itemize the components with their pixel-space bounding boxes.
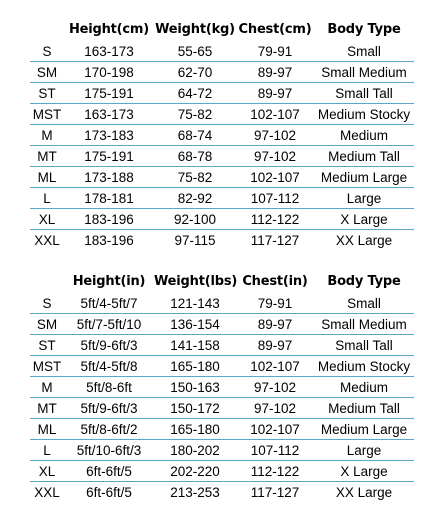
size-code-cell: L — [30, 188, 64, 209]
chest-cell: 97-102 — [236, 377, 314, 398]
weight-cell: 82-92 — [154, 188, 236, 209]
body-type-cell: Small — [314, 41, 414, 62]
table-row — [30, 335, 414, 356]
height-cell: 163-173 — [64, 41, 154, 62]
body-type-cell: Medium Large — [314, 419, 414, 440]
table-row — [30, 419, 414, 440]
height-cell: 6ft-6ft/5 — [86, 484, 132, 500]
table-row — [30, 293, 414, 314]
weight-cell: 97-115 — [174, 232, 216, 248]
body-type-cell: Small — [314, 293, 414, 314]
height-cell: 175-191 — [64, 83, 154, 104]
header-row — [30, 18, 414, 41]
body-type-cell: Large — [314, 188, 414, 209]
chest-column-header: Chest(cm) — [238, 22, 312, 37]
size-code-cell: XL — [30, 461, 64, 482]
body-type-cell: Medium — [314, 377, 414, 398]
table-row — [30, 62, 414, 83]
size-code-cell: SM — [30, 314, 64, 335]
chest-cell: 117-127 — [250, 232, 300, 248]
height-cell: 175-191 — [64, 146, 154, 167]
table-row — [30, 167, 414, 188]
table-row — [30, 83, 414, 104]
table-row — [30, 41, 414, 62]
height-cell: 183-196 — [84, 232, 134, 248]
height-cell: 183-196 — [64, 209, 154, 230]
body-type-column-header: Body Type — [327, 274, 401, 289]
chest-cell: 89-97 — [236, 83, 314, 104]
chest-cell: 97-102 — [236, 125, 314, 146]
weight-cell: 213-253 — [170, 484, 220, 500]
table-row — [30, 356, 414, 377]
height-column-header: Height(cm) — [68, 22, 150, 37]
weight-cell: 141-158 — [154, 335, 236, 356]
body-type-cell: Medium Tall — [314, 398, 414, 419]
weight-cell: 180-202 — [154, 440, 236, 461]
body-type-cell: Medium — [314, 125, 414, 146]
height-cell: 163-173 — [64, 104, 154, 125]
chest-cell: 97-102 — [236, 398, 314, 419]
size-code-cell: ML — [30, 167, 64, 188]
height-cell: 5ft/8-6ft — [64, 377, 154, 398]
size-column-header — [30, 270, 64, 293]
chest-cell: 112-122 — [236, 209, 314, 230]
weight-cell: 75-82 — [154, 104, 236, 125]
height-cell: 173-183 — [64, 125, 154, 146]
chest-cell: 102-107 — [236, 104, 314, 125]
weight-cell: 64-72 — [154, 83, 236, 104]
chest-cell: 79-91 — [236, 293, 314, 314]
size-code-cell: L — [30, 440, 64, 461]
weight-cell: 165-180 — [154, 356, 236, 377]
size-code-cell: MST — [30, 104, 64, 125]
body-type-cell: XX Large — [335, 232, 393, 248]
height-cell: 6ft-6ft/5 — [64, 461, 154, 482]
chest-cell: 107-112 — [236, 440, 314, 461]
table-row — [30, 146, 414, 167]
weight-cell: 75-82 — [154, 167, 236, 188]
size-code-cell: SM — [30, 62, 64, 83]
table-row — [30, 125, 414, 146]
table-row — [30, 377, 414, 398]
imperial-size-table — [30, 270, 414, 502]
chest-cell: 89-97 — [236, 62, 314, 83]
weight-cell: 202-220 — [154, 461, 236, 482]
body-type-cell: Medium Stocky — [314, 104, 414, 125]
height-cell: 170-198 — [64, 62, 154, 83]
size-code-cell: ST — [30, 83, 64, 104]
weight-cell: 68-74 — [154, 125, 236, 146]
height-column-header: Height(in) — [72, 274, 146, 289]
table-row — [30, 314, 414, 335]
height-cell: 5ft/9-6ft/3 — [64, 398, 154, 419]
weight-cell: 55-65 — [154, 41, 236, 62]
size-code-cell: M — [30, 125, 64, 146]
table-row — [30, 398, 414, 419]
body-type-cell: Medium Large — [314, 167, 414, 188]
body-type-cell: Small Tall — [314, 335, 414, 356]
height-cell: 5ft/4-5ft/8 — [64, 356, 154, 377]
weight-column-header: Weight(kg) — [155, 22, 235, 37]
body-type-cell: Medium Tall — [314, 146, 414, 167]
weight-column-header: Weight(lbs) — [154, 274, 238, 289]
table-row — [30, 104, 414, 125]
body-type-cell: Small Tall — [314, 83, 414, 104]
weight-cell: 92-100 — [154, 209, 236, 230]
body-type-cell: Medium Stocky — [314, 356, 414, 377]
size-code-cell: XXL — [34, 232, 60, 248]
chest-cell: 102-107 — [236, 167, 314, 188]
size-column-header — [30, 18, 64, 41]
size-code-cell: ST — [30, 335, 64, 356]
table-row — [30, 230, 414, 251]
height-cell: 178-181 — [64, 188, 154, 209]
weight-cell: 136-154 — [154, 314, 236, 335]
size-code-cell: XL — [30, 209, 64, 230]
size-code-cell: ML — [30, 419, 64, 440]
body-type-cell: X Large — [314, 209, 414, 230]
weight-cell: 68-78 — [154, 146, 236, 167]
chest-cell: 102-107 — [236, 356, 314, 377]
height-cell: 5ft/4-5ft/7 — [64, 293, 154, 314]
table-row — [30, 209, 414, 230]
chest-cell: 112-122 — [236, 461, 314, 482]
table-row — [30, 482, 414, 503]
chest-cell: 97-102 — [236, 146, 314, 167]
size-code-cell: S — [30, 293, 64, 314]
body-type-cell: Large — [314, 440, 414, 461]
metric-table-header — [30, 18, 414, 41]
body-type-cell: X Large — [314, 461, 414, 482]
size-code-cell: MT — [30, 398, 64, 419]
chest-cell: 102-107 — [236, 419, 314, 440]
body-type-cell: Small Medium — [314, 314, 414, 335]
chest-cell: 89-97 — [236, 335, 314, 356]
header-row — [30, 270, 414, 293]
size-code-cell: XXL — [34, 484, 60, 500]
height-cell: 5ft/9-6ft/3 — [64, 335, 154, 356]
table-row — [30, 188, 414, 209]
body-type-cell: Small Medium — [314, 62, 414, 83]
metric-table-body — [30, 41, 414, 250]
height-cell: 173-188 — [64, 167, 154, 188]
weight-cell: 121-143 — [154, 293, 236, 314]
chest-column-header: Chest(in) — [242, 274, 308, 289]
imperial-table-body — [30, 293, 414, 502]
height-cell: 5ft/8-6ft/2 — [64, 419, 154, 440]
size-code-cell: M — [30, 377, 64, 398]
chest-cell: 117-127 — [250, 484, 300, 500]
table-row — [30, 440, 414, 461]
metric-size-table — [30, 18, 414, 250]
body-type-cell: XX Large — [335, 484, 393, 500]
height-cell: 5ft/7-5ft/10 — [64, 314, 154, 335]
weight-cell: 150-163 — [154, 377, 236, 398]
imperial-table-header — [30, 270, 414, 293]
chest-cell: 107-112 — [236, 188, 314, 209]
weight-cell: 165-180 — [154, 419, 236, 440]
chest-cell: 89-97 — [236, 314, 314, 335]
body-type-column-header: Body Type — [327, 22, 401, 37]
size-code-cell: S — [30, 41, 64, 62]
size-code-cell: MST — [30, 356, 64, 377]
size-code-cell: MT — [30, 146, 64, 167]
height-cell: 5ft/10-6ft/3 — [64, 440, 154, 461]
chest-cell: 79-91 — [236, 41, 314, 62]
weight-cell: 62-70 — [154, 62, 236, 83]
weight-cell: 150-172 — [154, 398, 236, 419]
table-row — [30, 461, 414, 482]
